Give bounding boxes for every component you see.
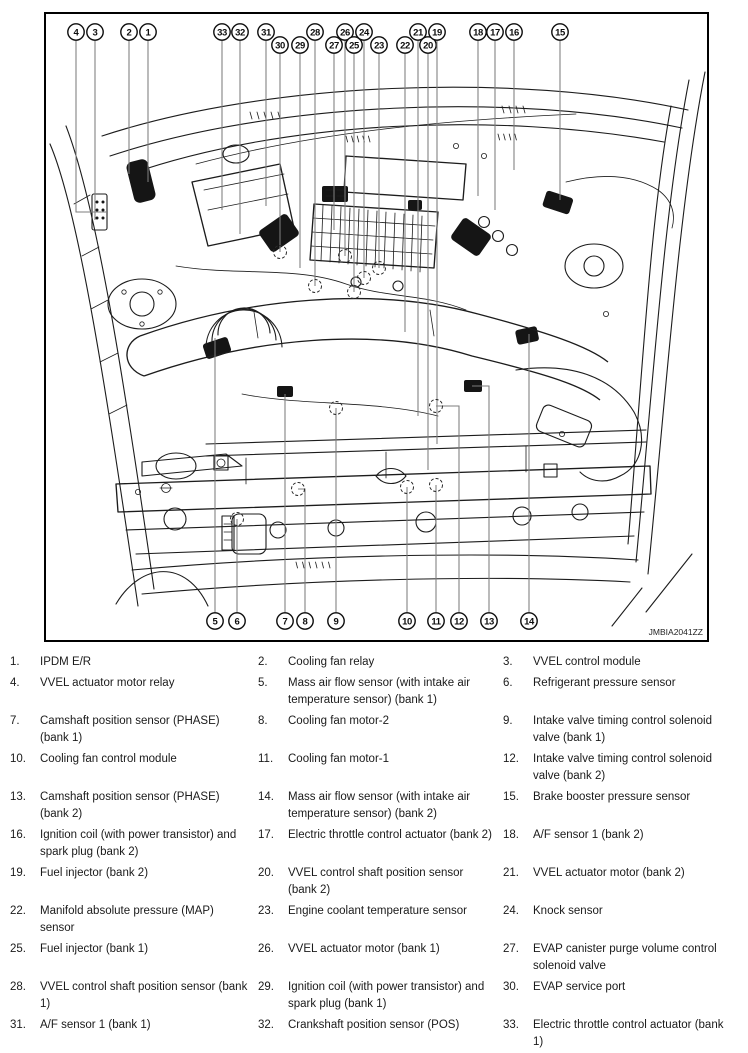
legend-item-number: 25. [10,943,26,955]
legend-item-label: VVEL actuator motor (bank 2) [533,867,685,879]
callout-number-7: 7 [282,616,288,628]
legend-item-number: 19. [10,867,26,879]
legend-item-5 [258,675,503,709]
legend-item-label: Fuel injector (bank 1) [40,943,149,955]
legend-item-number: 5. [258,677,268,689]
legend-item-number: 33. [503,1019,519,1031]
callout-number-26: 26 [340,27,350,39]
callout-number-15: 15 [555,27,565,39]
legend-item-label: EVAP service port [533,981,626,993]
callout-number-33: 33 [217,27,227,39]
legend-item-label: Ignition coil (with power transistor) and spark plug (bank 1) [288,981,485,1010]
legend-item-label: VVEL control shaft position sensor (bank 2) [288,867,464,896]
legend-item-2 [258,654,503,671]
legend-item-label: Brake booster pressure sensor [533,791,691,803]
legend-item-number: 26. [258,943,274,955]
legend-item-label: IPDM E/R [40,656,92,668]
legend-item-12 [503,751,740,785]
legend-item-number: 10. [10,753,26,765]
legend-item-number: 9. [503,715,513,727]
legend-item-26 [258,941,503,975]
legend-item-number: 2. [258,656,268,668]
callout-26 [337,24,353,263]
legend-item-21 [503,865,740,899]
legend-item-label: VVEL actuator motor (bank 1) [288,943,440,955]
callout-28 [307,24,323,293]
legend-item-10 [10,751,258,785]
callout-number-12: 12 [454,616,464,628]
callout-number-27: 27 [329,40,339,52]
legend-item-label: Electric throttle control actuator (bank 2) [288,829,492,841]
callout-number-3: 3 [92,27,98,39]
callout-number-8: 8 [302,616,308,628]
legend-item-number: 17. [258,829,274,841]
callout-layer [68,24,568,629]
callout-number-25: 25 [349,40,359,52]
connectors [92,158,574,397]
legend-item-label: Crankshaft position sensor (POS) [288,1019,460,1031]
diagram-watermark: JMBIA2041ZZ [648,627,703,637]
legend-item-label: Cooling fan relay [288,656,375,668]
callout-number-2: 2 [126,27,132,39]
callout-number-29: 29 [295,40,305,52]
legend-item-label: Electric throttle control actuator (bank 1) [533,1019,724,1048]
legend-item-number: 16. [10,829,26,841]
callout-16 [506,24,522,170]
legend-item-number: 18. [503,829,519,841]
legend-item-label: Intake valve timing control solenoid valve (bank 1) [533,715,712,744]
callout-24 [356,24,372,285]
legend-item-number: 24. [503,905,519,917]
leader-line-4 [76,40,108,212]
legend-item-17 [258,827,503,861]
callout-6 [229,513,245,630]
legend-item-31 [10,1017,258,1051]
callout-number-11: 11 [431,616,441,628]
legend-item-number: 1. [10,656,20,668]
legend-item-32 [258,1017,503,1051]
callout-number-10: 10 [402,616,412,628]
legend-item-number: 6. [503,677,513,689]
callout-7 [277,394,293,629]
legend-item-number: 4. [10,677,20,689]
strut-towers [108,244,623,329]
legend-item-number: 12. [503,753,519,765]
callout-number-4: 4 [73,27,79,39]
legend-item-label: Intake valve timing control solenoid valve (bank 2) [533,753,712,782]
callout-18 [470,24,486,196]
legend-item-22 [10,903,258,937]
legend-item-label: Cooling fan control module [40,753,177,765]
engine-diagram-frame [44,12,709,642]
legend-item-3 [503,654,740,671]
legend-item-19 [10,865,258,899]
callout-3 [87,24,103,220]
callout-12 [430,400,468,630]
legend-item-number: 15. [503,791,519,803]
legend-item-27 [503,941,740,975]
callout-4 [68,24,108,212]
legend-item-11 [258,751,503,785]
callout-9 [328,402,344,630]
legend-item-4 [10,675,258,709]
radiator-support [116,430,651,554]
intake-duct [127,299,608,400]
legend-item-number: 28. [10,981,26,993]
callout-number-16: 16 [509,27,519,39]
legend-item-number: 20. [258,867,274,879]
legend-item-20 [258,865,503,899]
callout-number-32: 32 [235,27,245,39]
legend-item-7 [10,713,258,747]
callout-21 [410,24,426,416]
legend-item-number: 30. [503,981,519,993]
legend-item-25 [10,941,258,975]
legend-item-number: 21. [503,867,519,879]
legend-item-label: Manifold absolute pressure (MAP) sensor [40,905,214,934]
callout-number-19: 19 [432,27,442,39]
legend-item-number: 11. [258,753,274,765]
callout-number-30: 30 [275,40,285,52]
cowl-panel [102,87,688,174]
callout-1 [140,24,156,182]
legend-item-label: Refrigerant pressure sensor [533,677,676,689]
legend-item-number: 23. [258,905,274,917]
legend-item-29 [258,979,503,1013]
legend-item-number: 22. [10,905,26,917]
callout-5 [207,338,223,629]
callout-number-17: 17 [490,27,500,39]
callout-17 [487,24,503,210]
legend-item-8 [258,713,503,747]
callout-number-18: 18 [473,27,483,39]
legend-item-number: 32. [258,1019,274,1031]
leader-line-8 [298,489,305,613]
legend-item-label: Knock sensor [533,905,603,917]
legend-item-1 [10,654,258,671]
callout-15 [552,24,568,200]
legend-item-label: Cooling fan motor-2 [288,715,389,727]
legend-item-number: 27. [503,943,519,955]
legend-item-label: Camshaft position sensor (PHASE) (bank 1) [40,715,220,744]
legend-item-label: Ignition coil (with power transistor) and spark plug (bank 2) [40,829,237,858]
legend-item-15 [503,789,740,823]
callout-number-24: 24 [359,27,369,39]
legend [10,654,740,1051]
legend-item-label: A/F sensor 1 (bank 1) [40,1019,151,1031]
legend-item-number: 7. [10,715,20,727]
legend-item-label: Fuel injector (bank 2) [40,867,149,879]
callout-22 [397,37,413,332]
callout-13 [472,386,497,629]
legend-item-label: VVEL actuator motor relay [40,677,175,689]
callout-number-21: 21 [413,27,423,39]
legend-item-23 [258,903,503,937]
callout-33 [214,24,230,210]
legend-item-number: 29. [258,981,274,993]
legend-item-label: Camshaft position sensor (PHASE) (bank 2) [40,791,220,820]
legend-item-label: Cooling fan motor-1 [288,753,389,765]
legend-item-number: 8. [258,715,268,727]
legend-item-label: A/F sensor 1 (bank 2) [533,829,644,841]
callout-number-13: 13 [484,616,494,628]
callout-number-28: 28 [310,27,320,39]
callout-number-22: 22 [400,40,410,52]
legend-item-9 [503,713,740,747]
legend-item-30 [503,979,740,1013]
callout-number-5: 5 [212,616,218,628]
legend-item-18 [503,827,740,861]
legend-item-28 [10,979,258,1013]
callout-number-20: 20 [423,40,433,52]
legend-item-number: 14. [258,791,274,803]
engine-bay-illustration [46,14,707,640]
legend-item-label: VVEL control module [533,656,641,668]
legend-item-number: 31. [10,1019,26,1031]
legend-item-number: 13. [10,791,26,803]
legend-item-13 [10,789,258,823]
callout-number-1: 1 [145,27,151,39]
legend-item-label: Mass air flow sensor (with intake air temperature sensor) (bank 2) [288,791,471,820]
legend-item-16 [10,827,258,861]
legend-item-label: EVAP canister purge volume control solenoid valve [533,943,717,972]
legend-item-label: Mass air flow sensor (with intake air temperature sensor) (bank 1) [288,677,471,706]
bumper [132,555,638,594]
callout-number-23: 23 [374,40,384,52]
legend-item-33 [503,1017,740,1051]
legend-item-number: 3. [503,656,513,668]
callout-number-31: 31 [261,27,271,39]
callout-number-9: 9 [333,616,339,628]
callout-number-14: 14 [524,616,534,628]
callout-8 [292,483,314,630]
legend-item-14 [258,789,503,823]
legend-item-label: VVEL control shaft position sensor (bank 1) [40,981,248,1010]
legend-item-6 [503,675,740,709]
legend-item-24 [503,903,740,937]
intake-plenum [192,145,518,291]
legend-item-label: Engine coolant temperature sensor [288,905,467,917]
callout-14 [521,334,537,629]
callout-number-6: 6 [234,616,240,628]
